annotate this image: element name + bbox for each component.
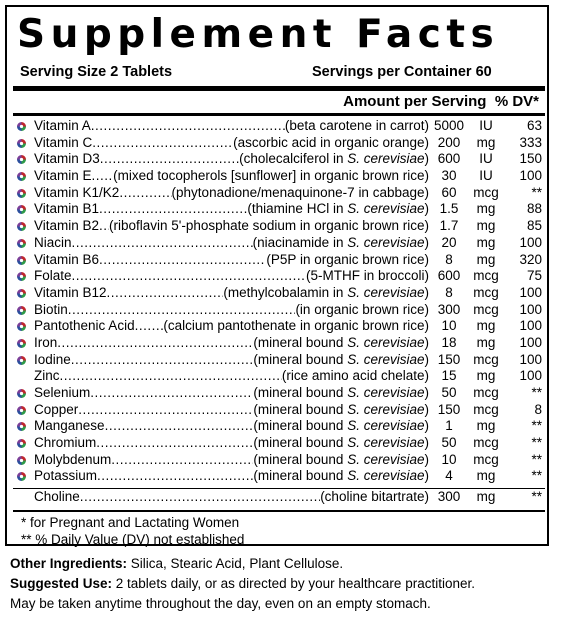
nutrient-row: [13, 468, 545, 485]
nutrient-source: (calcium pantothenate in organic brown rice): [163, 318, 429, 334]
nutrient-amount: 8: [445, 251, 453, 267]
nutrient-source: [223, 285, 429, 302]
nutrient-name: Vitamin E: [34, 168, 92, 184]
nutrient-row: [13, 252, 545, 269]
nutrient-name-line: [34, 151, 429, 168]
nutrient-bullet-icon: [17, 356, 26, 365]
extra-row-wrap: [13, 489, 545, 506]
nutrient-amount: 10: [441, 318, 457, 334]
nutrient-name-line: [34, 235, 429, 252]
nutrient-amount: 150: [437, 401, 461, 417]
other-ingredients: [10, 554, 343, 574]
nutrient-source: [253, 402, 429, 419]
source-prefix: (niacinamide in: [252, 234, 348, 250]
nutrient-dv: 63: [526, 118, 542, 133]
source-prefix: (mineral bound: [253, 385, 348, 400]
nutrient-amount: 50: [441, 385, 457, 400]
footnote-dv: ** % Daily Value (DV) not established: [21, 532, 245, 547]
source-prefix: (mineral bound: [253, 435, 348, 451]
nutrient-amount: 30: [441, 168, 457, 184]
nutrient-unit: mg: [476, 318, 496, 334]
source-organism: S. cerevisiae: [347, 234, 425, 250]
nutrient-amount: 50: [441, 435, 457, 451]
nutrient-source: (ascorbic acid in organic orange): [233, 134, 429, 150]
nutrient-amount: 150: [437, 351, 461, 367]
source-suffix: ): [424, 334, 429, 350]
panel-title: Supplement Facts: [17, 12, 500, 57]
nutrient-row-choline: [13, 489, 545, 506]
nutrient-name-line: [34, 218, 429, 235]
nutrient-unit: mg: [476, 218, 496, 234]
nutrient-name-line: [34, 285, 429, 302]
nutrient-dv: 8: [534, 401, 542, 417]
nutrient-dv: 100: [519, 318, 542, 334]
nutrient-bullet-icon: [17, 456, 26, 465]
nutrient-unit: mg: [476, 418, 496, 434]
nutrient-dv: **: [531, 489, 542, 504]
nutrient-name-line: [34, 352, 429, 369]
nutrient-dv: 100: [519, 284, 542, 300]
nutrient-row: [13, 201, 545, 218]
source-suffix: ): [424, 468, 429, 484]
nutrient-unit: mcg: [473, 385, 499, 400]
nutrient-name-line: [34, 168, 429, 185]
nutrient-unit: mg: [476, 201, 496, 217]
nutrient-name-line: [34, 452, 429, 469]
nutrient-name: Vitamin B6: [34, 251, 100, 267]
nutrient-unit: mcg: [473, 284, 499, 300]
nutrient-name: Vitamin D3: [34, 151, 100, 167]
nutrient-dv: 75: [526, 268, 542, 284]
nutrient-unit: mg: [476, 134, 496, 150]
source-suffix: ): [424, 284, 429, 300]
nutrient-amount: 1: [445, 418, 453, 434]
nutrient-amount: 10: [441, 451, 457, 467]
nutrient-bullet-icon: [17, 306, 26, 315]
nutrient-dv: 100: [519, 351, 542, 367]
source-suffix: ): [424, 418, 429, 434]
source-organism: S. cerevisiae: [347, 334, 425, 350]
other-ingredients-text: Silica, Stearic Acid, Plant Cellulose.: [127, 556, 344, 571]
nutrient-amount: 200: [437, 134, 461, 150]
nutrient-row: [13, 135, 545, 152]
nutrient-source: [253, 385, 429, 402]
nutrient-name: Vitamin K1/K2: [34, 184, 120, 200]
nutrient-row: [13, 402, 545, 419]
nutrient-source: (in organic brown rice): [295, 301, 429, 317]
nutrient-bullet-icon: [17, 189, 26, 198]
nutrient-row: [13, 268, 545, 285]
nutrient-name-line: [34, 335, 429, 352]
suggested-use-label: Suggested Use:: [10, 576, 113, 591]
source-organism: S. cerevisiae: [347, 201, 425, 217]
nutrient-name: Copper: [34, 401, 79, 417]
divider-thick-2: [13, 113, 545, 116]
nutrient-name: Chromium: [34, 435, 97, 451]
nutrient-amount: 600: [437, 268, 461, 284]
nutrient-name-line: [34, 318, 429, 335]
nutrient-source: [247, 201, 429, 218]
nutrient-row: [13, 418, 545, 435]
source-prefix: (mineral bound: [253, 334, 348, 350]
nutrient-name-line: [34, 268, 429, 285]
nutrient-source: (mixed tocopherols [sunflower] in organic brown rice): [113, 168, 429, 184]
source-prefix: (mineral bound: [253, 468, 348, 484]
nutrient-bullet-icon: [17, 472, 26, 481]
nutrient-row: [13, 368, 545, 385]
source-suffix: ): [424, 435, 429, 451]
nutrient-amount: 18: [441, 334, 457, 350]
nutrient-name: Niacin: [34, 234, 72, 250]
nutrient-bullet-icon: [17, 406, 26, 415]
source-organism: S. cerevisiae: [347, 451, 425, 467]
nutrient-unit: mg: [476, 489, 496, 504]
nutrient-row: [13, 118, 545, 135]
source-organism: S. cerevisiae: [347, 435, 425, 451]
nutrient-row: [13, 335, 545, 352]
nutrient-name-line: [34, 435, 429, 452]
source-suffix: ): [424, 201, 429, 217]
nutrient-unit: IU: [479, 151, 493, 167]
nutrient-name-line: [34, 489, 429, 506]
nutrient-source: [253, 435, 429, 452]
nutrient-dv: 100: [519, 368, 542, 384]
nutrient-name-line: [34, 118, 429, 135]
nutrient-unit: mcg: [473, 451, 499, 467]
nutrient-bullet-icon: [17, 222, 26, 231]
nutrient-name-line: [34, 368, 429, 385]
nutrient-bullet-icon: [17, 439, 26, 448]
nutrient-unit: IU: [479, 118, 493, 133]
source-organism: S. cerevisiae: [347, 468, 425, 484]
source-suffix: ): [424, 151, 429, 167]
nutrient-dv: 320: [519, 251, 542, 267]
nutrient-dv: **: [531, 418, 542, 434]
nutrient-name: Choline: [34, 489, 80, 504]
nutrient-name-line: [34, 252, 429, 269]
nutrient-bullet-icon: [17, 272, 26, 281]
nutrient-dv: **: [531, 468, 542, 484]
nutrient-source: (P5P in organic brown rice): [266, 251, 429, 267]
nutrient-unit: mg: [476, 334, 496, 350]
nutrient-unit: mcg: [473, 301, 499, 317]
nutrient-name: Iron: [34, 334, 58, 350]
nutrient-amount: 1.7: [439, 218, 459, 234]
nutrient-source: [239, 151, 429, 168]
nutrient-dv: **: [531, 385, 542, 400]
nutrient-name-line: [34, 201, 429, 218]
nutrient-source: [253, 468, 429, 485]
source-prefix: (mineral bound: [253, 401, 348, 417]
source-prefix: (mineral bound: [253, 418, 348, 434]
other-ingredients-label: Other Ingredients:: [10, 556, 128, 571]
nutrient-bullet-icon: [17, 322, 26, 331]
nutrient-name: Pantothenic Acid: [34, 318, 135, 334]
source-organism: S. cerevisiae: [347, 385, 425, 400]
nutrient-source: [253, 452, 429, 469]
nutrient-name: Vitamin B12: [34, 284, 107, 300]
nutrient-dv: 100: [519, 301, 542, 317]
nutrient-dv: 100: [519, 168, 542, 184]
nutrient-row: [13, 185, 545, 202]
nutrient-name: Biotin: [34, 301, 68, 317]
source-organism: S. cerevisiae: [347, 401, 425, 417]
nutrient-row: [13, 151, 545, 168]
nutrient-unit: mg: [476, 468, 496, 484]
nutrient-amount: 600: [437, 151, 461, 167]
suggested-use-text: 2 tablets daily, or as directed by your healthcare practitioner.: [112, 576, 475, 591]
nutrient-amount: 8: [445, 284, 453, 300]
nutrient-bullet-icon: [17, 122, 26, 131]
nutrient-unit: IU: [479, 168, 493, 184]
nutrient-row: [13, 452, 545, 469]
nutrient-amount: 4: [445, 468, 453, 484]
source-prefix: (mineral bound: [253, 451, 348, 467]
nutrient-bullet-icon: [17, 389, 26, 398]
nutrient-source: (5-MTHF in broccoli): [305, 268, 429, 284]
nutrient-amount: 300: [437, 489, 461, 504]
nutrient-row: [13, 318, 545, 335]
source-suffix: ): [424, 351, 429, 367]
nutrient-unit: mcg: [473, 268, 499, 284]
source-organism: S. cerevisiae: [347, 351, 425, 367]
nutrient-row: [13, 302, 545, 319]
nutrient-name: Selenium: [34, 385, 91, 400]
nutrient-amount: 60: [441, 184, 457, 200]
nutrient-unit: mcg: [473, 435, 499, 451]
nutrient-amount: 20: [441, 234, 457, 250]
nutrient-name-line: [34, 135, 429, 152]
source-suffix: ): [424, 385, 429, 400]
nutrient-dv: 100: [519, 334, 542, 350]
nutrient-unit: mcg: [473, 401, 499, 417]
nutrient-bullet-icon: [17, 339, 26, 348]
nutrient-name: Molybdenum: [34, 451, 112, 467]
nutrient-bullet-icon: [17, 256, 26, 265]
nutrient-row: [13, 385, 545, 402]
source-organism: S. cerevisiae: [347, 151, 425, 167]
nutrient-dv: **: [531, 451, 542, 467]
nutrient-source: (riboflavin 5'-phosphate sodium in organic brown rice): [109, 218, 429, 234]
nutrient-name: Vitamin B1: [34, 201, 100, 217]
nutrient-unit: mcg: [473, 184, 499, 200]
nutrient-row: [13, 285, 545, 302]
nutrient-unit: mg: [476, 251, 496, 267]
nutrient-amount: 15: [441, 368, 457, 384]
footnote-pregnant: * for Pregnant and Lactating Women: [21, 515, 240, 530]
nutrient-name: Iodine: [34, 351, 71, 367]
nutrient-unit: mcg: [473, 351, 499, 367]
nutrient-source: (phytonadione/menaquinone-7 in cabbage): [171, 184, 429, 200]
nutrient-name-line: [34, 302, 429, 319]
nutrient-amount: 5000: [433, 118, 465, 133]
serving-size: Serving Size 2 Tablets: [20, 64, 173, 80]
supplement-facts-panel: [5, 5, 549, 546]
nutrient-name-line: [34, 402, 429, 419]
nutrient-name-line: [34, 468, 429, 485]
divider-bottom: [13, 510, 545, 512]
nutrient-row: [13, 235, 545, 252]
nutrient-dv: 333: [519, 134, 542, 150]
source-prefix: (cholecalciferol in: [239, 151, 348, 167]
nutrient-row: [13, 168, 545, 185]
nutrient-bullet-icon: [17, 422, 26, 431]
source-suffix: ): [424, 401, 429, 417]
nutrient-name-line: [34, 385, 429, 402]
nutrient-name: Zinc: [34, 368, 60, 384]
nutrient-name: Potassium: [34, 468, 98, 484]
dv-header-label: % DV*: [494, 93, 539, 110]
nutrient-unit: mg: [476, 368, 496, 384]
nutrient-bullet-icon: [17, 205, 26, 214]
nutrient-row: [13, 435, 545, 452]
servings-per-container: Servings per Container 60: [312, 64, 492, 80]
nutrient-dv: 85: [526, 218, 542, 234]
nutrient-source: [253, 352, 429, 369]
nutrient-list: [13, 118, 545, 485]
nutrient-name: Vitamin A: [34, 118, 91, 133]
source-suffix: ): [424, 451, 429, 467]
nutrient-amount: 300: [437, 301, 461, 317]
nutrient-bullet-icon: [17, 172, 26, 181]
nutrient-bullet-icon: [17, 139, 26, 148]
source-prefix: (mineral bound: [253, 351, 348, 367]
nutrient-bullet-icon: [17, 289, 26, 298]
nutrient-dv: **: [531, 184, 542, 200]
source-prefix: (methylcobalamin in: [223, 284, 348, 300]
nutrient-name-line: [34, 185, 429, 202]
source-organism: S. cerevisiae: [347, 284, 425, 300]
nutrient-row: [13, 352, 545, 369]
nutrient-source: [253, 418, 429, 435]
nutrient-source: [253, 335, 429, 352]
nutrient-name: Folate: [34, 268, 72, 284]
nutrient-row: [13, 218, 545, 235]
nutrient-source: (choline bitartrate): [320, 489, 429, 504]
amount-header: [343, 93, 539, 111]
nutrient-dv: 100: [519, 234, 542, 250]
nutrient-name: Manganese: [34, 418, 105, 434]
source-suffix: ): [424, 234, 429, 250]
nutrient-name: Vitamin B2: [34, 218, 100, 234]
suggested-use-note: May be taken anytime throughout the day, even on an empty stomach.: [10, 596, 431, 611]
nutrient-amount: 1.5: [439, 201, 459, 217]
nutrient-source: (beta carotene in carrot): [284, 118, 429, 133]
amount-per-serving-label: Amount per Serving: [343, 93, 487, 110]
suggested-use: [10, 574, 475, 594]
source-prefix: (thiamine HCl in: [247, 201, 348, 217]
nutrient-dv: 88: [526, 201, 542, 217]
nutrient-source: (rice amino acid chelate): [281, 368, 429, 384]
nutrient-dv: 150: [519, 151, 542, 167]
nutrient-dv: **: [531, 435, 542, 451]
nutrient-source: [253, 235, 429, 252]
nutrient-name: Vitamin C: [34, 134, 93, 150]
nutrient-name-line: [34, 418, 429, 435]
source-organism: S. cerevisiae: [347, 418, 425, 434]
nutrient-bullet-icon: [17, 155, 26, 164]
divider-thick: [13, 86, 545, 91]
nutrient-unit: mg: [476, 234, 496, 250]
nutrient-bullet-icon: [17, 239, 26, 248]
